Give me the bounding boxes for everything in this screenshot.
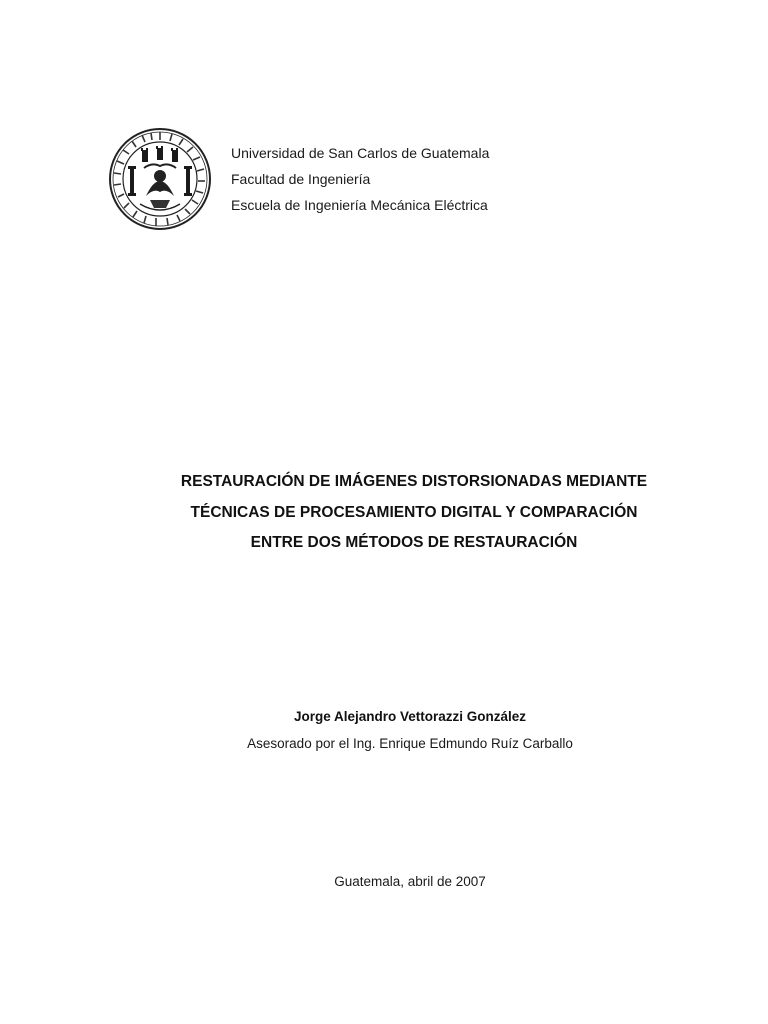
university-seal-icon xyxy=(106,126,214,232)
institution-block xyxy=(231,140,489,218)
thesis-title-line: TÉCNICAS DE PROCESAMIENTO DIGITAL Y COMPARACIÓN xyxy=(190,503,638,521)
thesis-title xyxy=(84,467,744,559)
place-and-date: Guatemala, abril de 2007 xyxy=(334,874,486,889)
author-name: Jorge Alejandro Vettorazzi González xyxy=(293,709,527,724)
school-name: Escuela de Ingeniería Mecánica Eléctrica xyxy=(231,197,488,213)
university-name: Universidad de San Carlos de Guatemala xyxy=(231,145,490,161)
thesis-title-line: RESTAURACIÓN DE IMÁGENES DISTORSIONADAS MEDIANTE xyxy=(180,473,648,490)
faculty-name: Facultad de Ingeniería xyxy=(231,171,371,187)
advisor-line: Asesorado por el Ing. Enrique Edmundo Ruíz Carballo xyxy=(247,736,573,751)
thesis-title-line: ENTRE DOS MÉTODOS DE RESTAURACIÓN xyxy=(250,534,578,551)
